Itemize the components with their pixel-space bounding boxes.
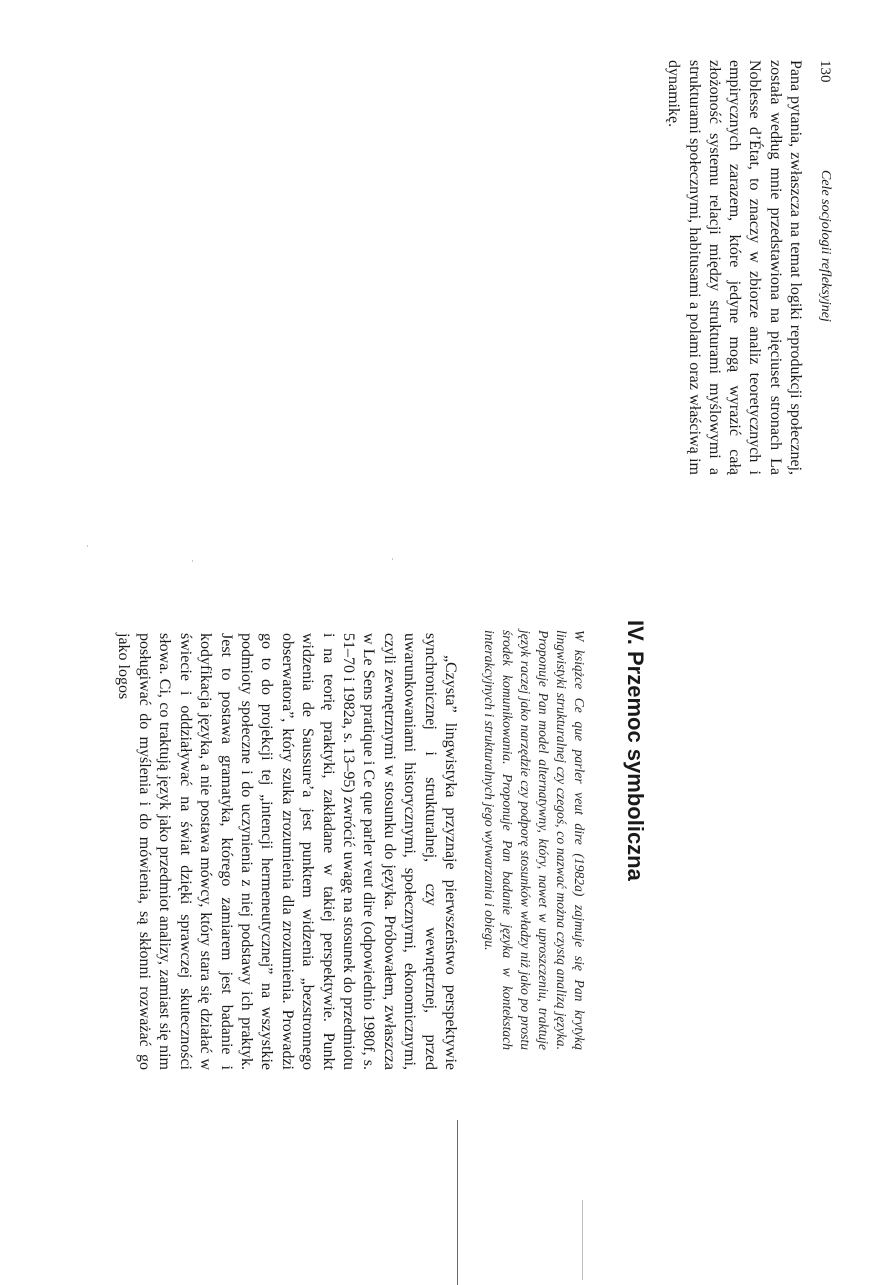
chapter-title: IV. Przemoc symboliczna [623, 620, 648, 881]
margin-rule-line [457, 1120, 458, 1285]
running-head: Cele socjologii refleksyjnej [818, 170, 833, 322]
scan-speck [392, 558, 393, 560]
interview-answer: „Czysta” lingwistyka przyznaje pierwszeństwo perspektywie synchronicznej i strukturalnej, czy wewnętrznej, przed uwarunkowaniami historycznymi, społecznymi, ekonomicznymi, czyli zewnętrznymi w stosunku do języka. Próbowałem, zwłaszcza w Le Sens pratique i Ce que parler veut dire (odpowiednio 1980f, s. 51–70 i 1982a, s. 13–95) zwrócić uwagę na stosunek do przedmiotu i na teorię praktyki, zakładane w takiej perspektywie. Punkt widzenia de Saussure’a jest punktem widzenia „bezstronnego obserwatora”, który szuka zrozumienia dla zrozumienia. Prowadzi go to do projekcji tej „intencji hermeneutycznej” na wszystkie podmioty społeczne i do uczynienia z niej podstawy ich praktyk. Jest to postawa gramatyka, którego zamiarem jest badanie i kodyfikacja języka, a nie postawa mówcy, który stara się działać w świecie i oddziaływać na świat dzięki sprawczej skuteczności słowa. Ci, co traktują język jako przedmiot analizy, zamiast się nim posługiwać do myślenia i do mówienia, są skłonni rozważać go jako logos [115, 633, 459, 1070]
margin-faint-line [582, 1200, 583, 1280]
interview-question: W książce Ce que parler veut dire (1982a) zajmuje się Pan krytyką lingwistyki strukturalnej czy czegoś, co nazwać można czystą analizą języka. Proponuje Pan model alternatywny, który, nawet w uproszczeniu, traktuje język raczej jako narzędzie czy podporę stosunków władzy niż jako po prostu środek komunikowania. Proponuje Pan badanie języka w kontekstach interakcyjnych i strukturalnych jego wytwarzania i obiegu. [481, 630, 587, 1050]
scan-speck [87, 545, 88, 547]
scan-speck [192, 560, 193, 562]
page-number: 130 [817, 60, 833, 83]
left-column-paragraph: Pana pytania, zwłaszcza na temat logiki reprodukcji społecznej, została według mnie przedstawiona na pięciuset stronach La Noblesse d’État, to znaczy w zbiorze analiz teoretycznych i empirycznych zarazem, które jedyne mogą wyrazić całą złożoność systemu relacji między strukturami myślowymi a strukturami społecznymi, habitusami a polami oraz właściwą im dynamikę. [665, 60, 804, 475]
